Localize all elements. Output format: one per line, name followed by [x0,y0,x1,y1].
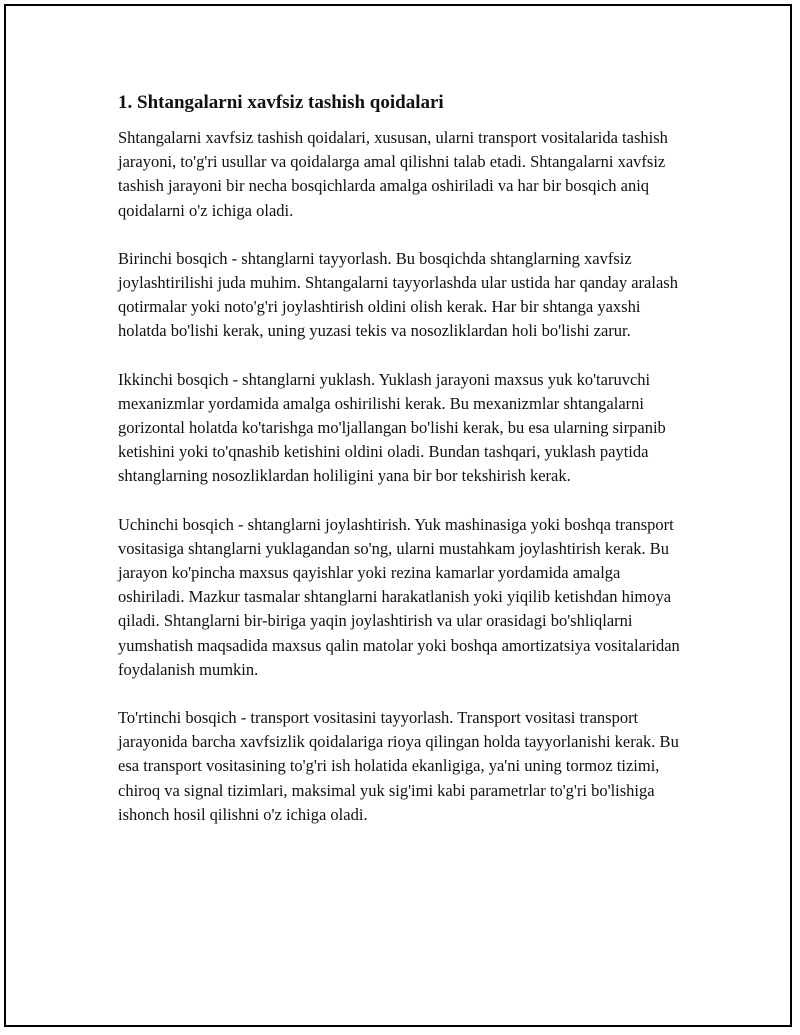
paragraph-intro: Shtangalarni xavfsiz tashish qoidalari, xususan, ularni transport vositalarida tashish jarayoni, to'g'ri usullar va qoidalarga amal qilishni talab etadi. Shtangalarni xavfsiz tashish jarayoni bir necha bosqichlarda amalga oshiriladi va har bir bosqich aniq qoidalarni o'z ichiga oladi. [118,128,668,220]
paragraph-stage-4: To'rtinchi bosqich - transport vositasini tayyorlash. Transport vositasi transport jarayonida barcha xavfsizlik qoidalariga rioya qilingan holda tayyorlanishi kerak. Bu esa transport vositasining to'g'ri ish holatida ekanligiga, ya'ni uning tormoz tizimi, chiroq va signal tizimlari, maksimal yuk sig'imi kabi parametrlar to'g'ri bo'lishiga ishonch hosil qilishni o'z ichiga oladi. [118,708,679,824]
section-heading: 1. Shtangalarni xavfsiz tashish qoidalari [118,92,444,113]
paragraph-stage-2: Ikkinchi bosqich - shtanglarni yuklash. Yuklash jarayoni maxsus yuk ko'taruvchi mexanizmlar yordamida amalga oshirilishi kerak. Bu mexanizmlar shtangalarni gorizontal holatda ko'tarishga mo'ljallangan bo'lishi kerak, bu esa ularning sirpanib ketishini yoki to'qnashib ketishini oldini oladi. Bundan tashqari, yuklash paytida shtanglarning nosozliklardan holiligini yana bir bor tekshirish kerak. [118,369,666,486]
paragraph-stage-1: Birinchi bosqich - shtanglarni tayyorlash. Bu bosqichda shtanglarning xavfsiz joylashtirilishi juda muhim. Shtangalarni tayyorlashda ular ustida har qanday aralash qotirmalar yoki noto'g'ri joylashtirish oldini olish kerak. Har bir shtanga yaxshi holatda bo'lishi kerak, uning yuzasi tekis va nosozliklardan holi bo'lishi zarur. [118,248,678,341]
document-body [118,90,690,851]
paragraph-stage-3: Uchinchi bosqich - shtanglarni joylashtirish. Yuk mashinasiga yoki boshqa transport vositasiga shtanglarni yuklagandan so'ng, ularni mustahkam joylashtirish kerak. Bu jarayon ko'pincha maxsus qayishlar yoki rezina kamarlar yordamida amalga oshiriladi. Mazkur tasmalar shtanglarni harakatlanish yoki yiqilib ketishdan himoya qiladi. Shtanglarni bir-biriga yaqin joylashtirish va ular orasidagi bo'shliqlarni yumshatish maqsadida maxsus qalin matolar yoki boshqa amortizatsiya vositalaridan foydalanish mumkin. [118,514,680,679]
